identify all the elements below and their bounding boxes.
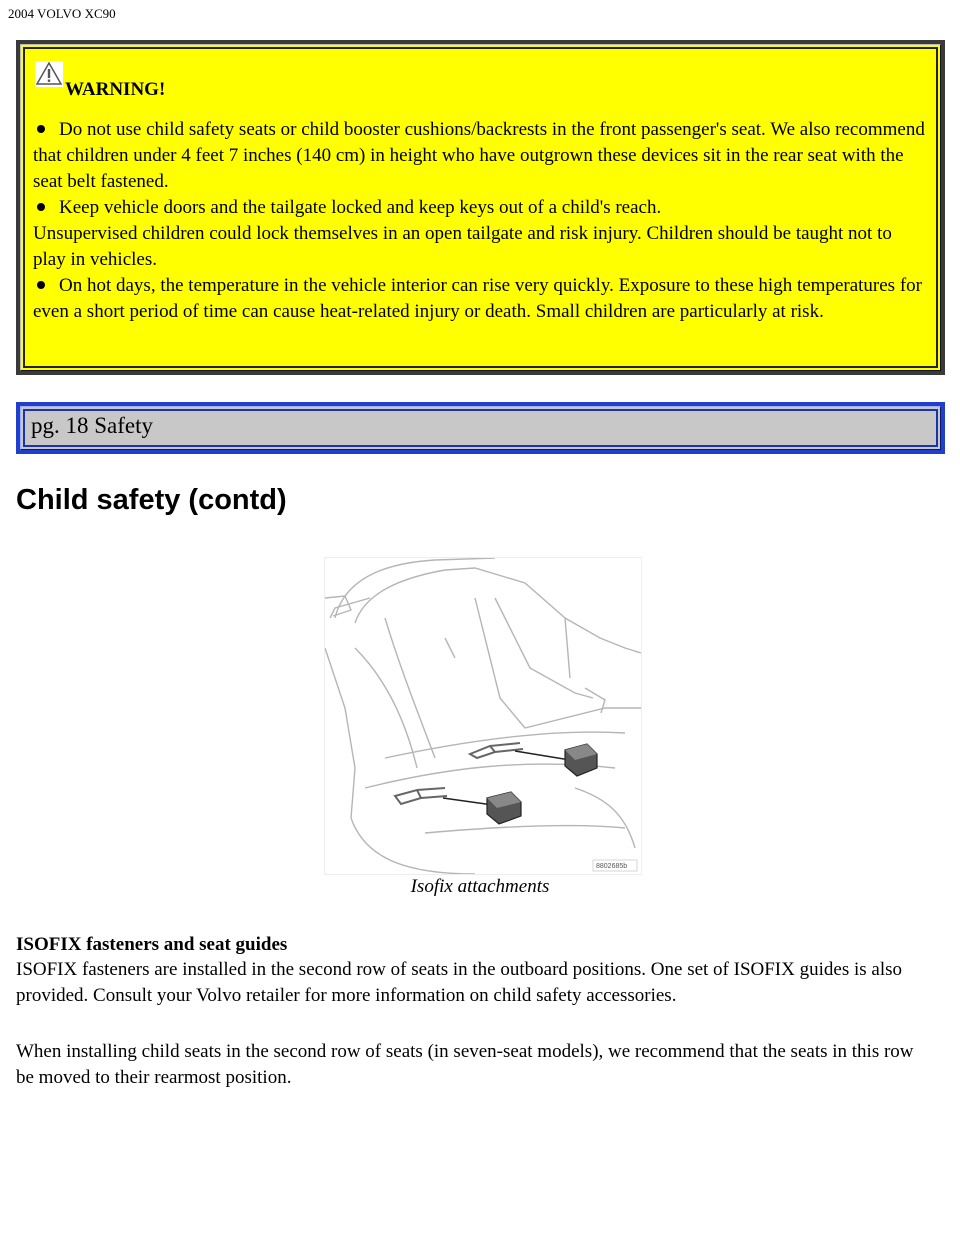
document-header: 2004 VOLVO XC90 (8, 6, 116, 21)
bullet-icon (37, 281, 45, 289)
warning-item: Do not use child safety seats or child booster cushions/backrests in the front passenger's seat. We also recommend that children under 4 feet 7 inches (140 cm) in height who have outgrown these devices sit in the rear seat with the seat belt fastened. (33, 119, 925, 192)
warning-item-continuation: Unsupervised children could lock themselves in an open tailgate and risk injury. Children should be taught not to play in vehicles. (33, 223, 892, 270)
warning-triangle-icon (35, 61, 63, 87)
isofix-illustration (324, 557, 642, 875)
bullet-icon (37, 203, 45, 211)
bullet-icon (37, 125, 45, 133)
page-bar-label: pg. 18 Safety (23, 409, 938, 447)
warning-list (33, 117, 928, 325)
figure-code: 8802685b (596, 863, 628, 870)
section-paragraph-1: ISOFIX fasteners are installed in the second row of seats in the outboard positions. One set of ISOFIX guides is also provided. Consult your Volvo retailer for more information on child safety accessories. (16, 959, 902, 1006)
page-bar (16, 402, 945, 454)
warning-box (16, 40, 945, 375)
figure-caption: Isofix attachments (410, 876, 550, 897)
section-title: ISOFIX fasteners and seat guides (16, 934, 288, 955)
seat-drawing (325, 558, 641, 874)
section-paragraph-2: When installing child seats in the second row of seats (in seven-seat models), we recommend that the seats in this row be moved to their rearmost position. (16, 1041, 914, 1088)
warning-title-row (33, 57, 928, 101)
warning-item: Keep vehicle doors and the tailgate locked and keep keys out of a child's reach. (33, 195, 928, 221)
warning-item: On hot days, the temperature in the vehicle interior can rise very quickly. Exposure to these high temperatures for even a short period of time can cause heat-related injury or death. Small children are particularly at risk. (33, 275, 922, 322)
warning-title: WARNING! (65, 79, 166, 100)
page-title: Child safety (contd) (16, 484, 287, 516)
